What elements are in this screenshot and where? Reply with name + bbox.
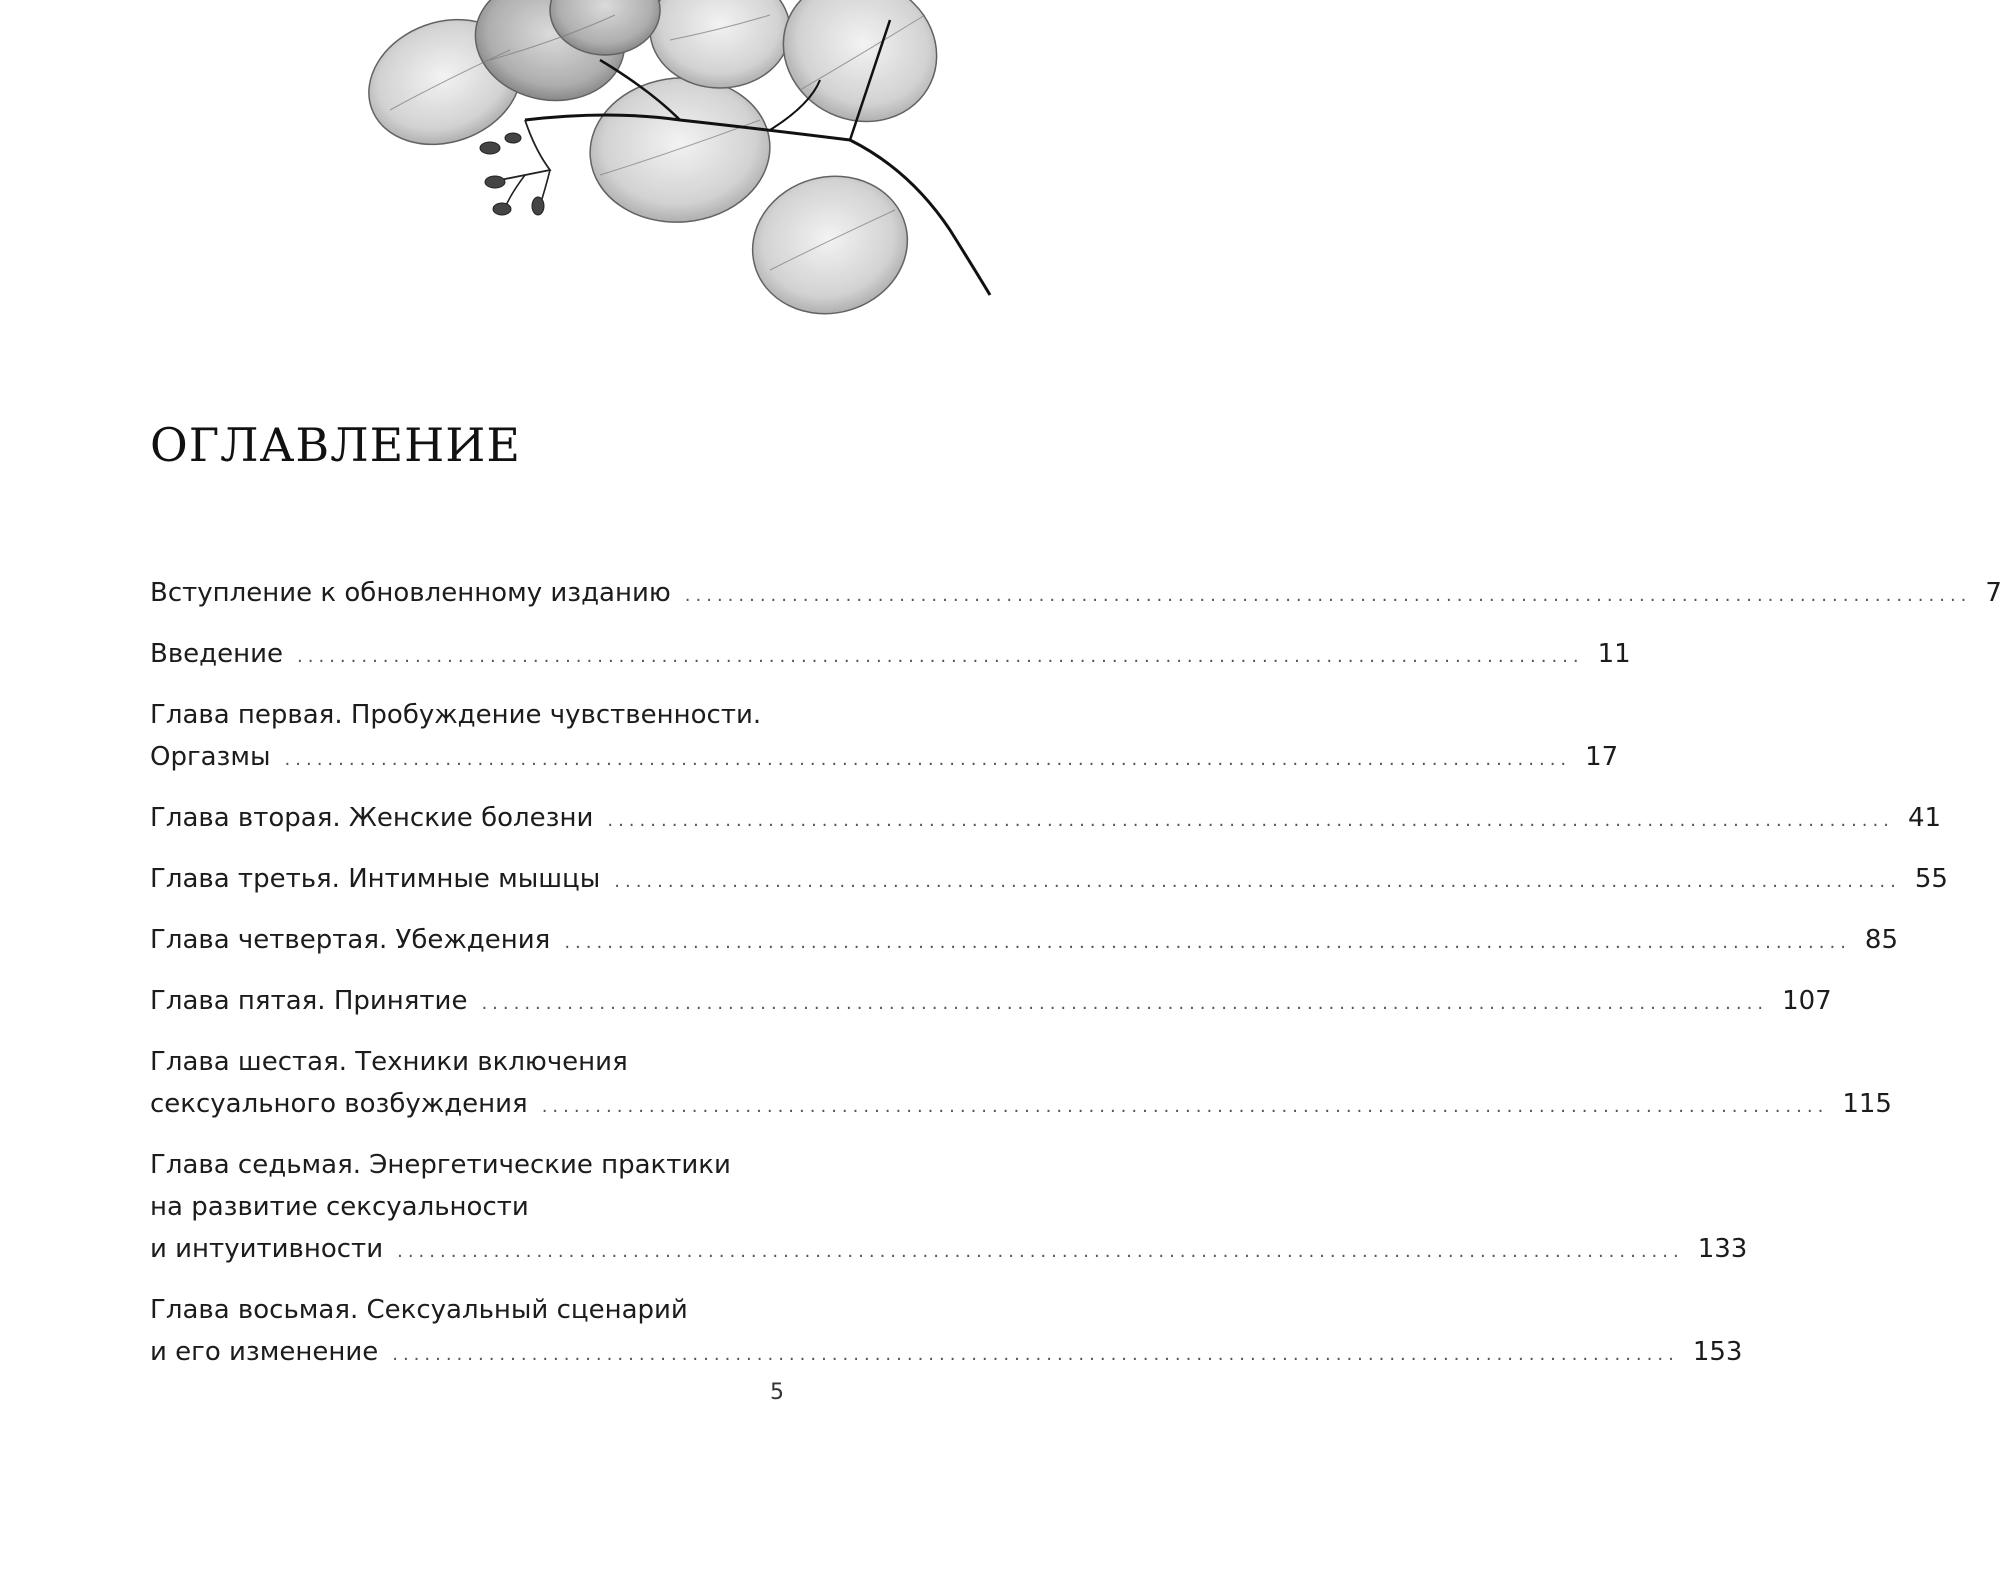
dot-leader: ........................................................................................................................ (284, 749, 1572, 770)
toc-entry-page-number: 85 (1864, 925, 1899, 955)
toc-entry-title-line: Глава третья. Интимные мышцы (150, 864, 601, 894)
toc-entry[interactable] (150, 919, 1899, 964)
toc-entry[interactable] (150, 858, 1948, 903)
toc-entry[interactable] (150, 1289, 1743, 1376)
dot-leader: ........................................................................................................................ (397, 1241, 1684, 1262)
dot-leader: ........................................................................................................................ (481, 993, 1769, 1014)
toc-entry-row (150, 1331, 1743, 1376)
toc-entry-row (150, 572, 2002, 617)
page-title: ОГЛАВЛЕНИЕ (150, 418, 521, 472)
toc-entry-title-line: Глава четвертая. Убеждения (150, 925, 551, 955)
toc-entry-title-line: Введение (150, 639, 284, 669)
toc-entry-title-line: Оргазмы (150, 742, 271, 772)
toc-entry-title-line: Вступление к обновленному изданию (150, 578, 671, 608)
toc-entry-title-line: Глава первая. Пробуждение чувственности. (150, 700, 762, 730)
toc-entry[interactable] (150, 572, 2002, 617)
toc-entry-title-line: сексуального возбуждения (150, 1089, 528, 1119)
toc-entry-title-line: Глава восьмая. Сексуальный сценарий (150, 1295, 688, 1325)
page-number: 5 (770, 1380, 784, 1405)
dot-leader: ........................................................................................................................ (684, 585, 1972, 606)
toc-entry-page-number: 7 (1985, 578, 2002, 608)
toc-entry-row (150, 1083, 1892, 1128)
toc-entry-page-number: 17 (1585, 742, 1619, 772)
toc-entry[interactable] (150, 633, 1631, 678)
toc-entry-row (150, 919, 1899, 964)
toc-entry-title-line: Глава пятая. Принятие (150, 986, 468, 1016)
toc-entry-page-number: 41 (1907, 803, 1942, 833)
toc-entry-title-line: и интуитивности (150, 1234, 384, 1264)
toc-entry-row (150, 797, 1942, 842)
toc-entry[interactable] (150, 797, 1942, 842)
toc-entry-title-line: Глава вторая. Женские болезни (150, 803, 594, 833)
toc-entry[interactable] (150, 1041, 1892, 1128)
eucalyptus-branch-icon (350, 0, 1000, 330)
table-of-contents (150, 572, 2002, 1392)
toc-entry-row (150, 858, 1948, 903)
dot-leader: ........................................................................................................................ (297, 646, 1584, 667)
toc-entry-page-number: 133 (1697, 1234, 1748, 1264)
toc-entry[interactable] (150, 980, 1832, 1025)
dot-leader: ........................................................................................................................ (614, 871, 1901, 892)
dot-leader: ........................................................................................................................ (607, 810, 1894, 831)
toc-entry-row (150, 633, 1631, 678)
toc-entry-row (150, 736, 1619, 781)
toc-entry-row (150, 980, 1832, 1025)
dot-leader: ........................................................................................................................ (541, 1096, 1829, 1117)
toc-entry-title-line: Глава шестая. Техники включения (150, 1047, 628, 1077)
toc-entry-page-number: 55 (1914, 864, 1948, 894)
toc-entry-row (150, 1228, 1748, 1273)
toc-entry-page-number: 115 (1842, 1089, 1892, 1119)
toc-entry-title-line: Глава седьмая. Энергетические практики (150, 1150, 731, 1180)
toc-entry-title-line: на развитие сексуальности (150, 1192, 529, 1222)
dot-leader: ........................................................................................................................ (392, 1344, 1679, 1365)
toc-entry[interactable] (150, 694, 1619, 781)
toc-entry-page-number: 153 (1692, 1337, 1743, 1367)
toc-entry-title-line: и его изменение (150, 1337, 379, 1367)
toc-entry[interactable] (150, 1144, 1748, 1273)
toc-entry-page-number: 11 (1597, 639, 1631, 669)
toc-entry-page-number: 107 (1782, 986, 1832, 1016)
dot-leader: ........................................................................................................................ (564, 932, 1851, 953)
